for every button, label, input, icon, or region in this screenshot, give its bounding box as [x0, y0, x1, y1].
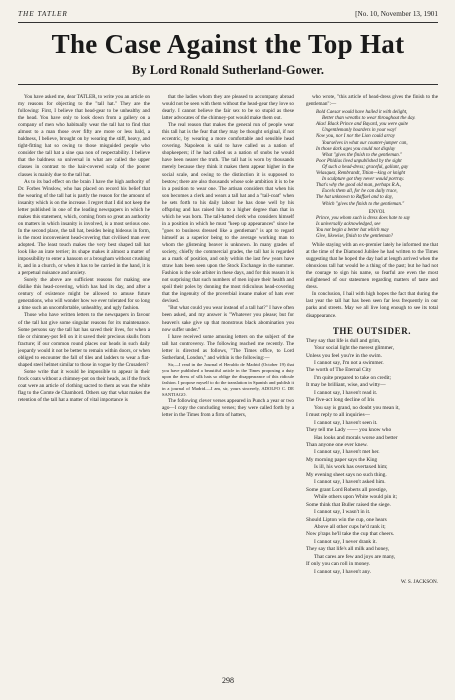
poem-line: The hat unknown to Raffael and to day, — [316, 195, 393, 201]
outsider-line: Your social light the merest glimmer, — [314, 345, 395, 352]
col2-paragraph: that the ladies whom they are pleased to accompany abroad would not be seen with them without the head-gear they love so dearly. I cannot believe the fair sex to be so stupid as these latter advocates of the chimney-pot would make them out. — [162, 94, 294, 122]
outsider-line: Is ill, his work has overtaxed him; — [314, 464, 388, 471]
outsider-line: I'm quite prepared to take on credit; — [314, 374, 392, 381]
envoi-line: Prince, you whom such is dress does hate to say — [316, 215, 411, 221]
outsider-line: I cannot say, I haven't asked him. — [314, 479, 386, 486]
magazine-name: THE TATLER — [18, 10, 68, 18]
poem-line: Better than wreaths to wear throughout the day. — [322, 116, 416, 122]
outsider-signature: W. S. JACKSON. — [400, 579, 438, 586]
outsider-line: Has looks and morals worse and better — [314, 434, 398, 441]
outsider-line: Should Lipton win the cup, one hears — [306, 516, 387, 523]
article-columns — [18, 94, 438, 662]
envoi-line: You not begin a better hat which may — [316, 227, 389, 233]
outsider-line: If only you can roll in money. — [306, 561, 371, 568]
poem-line: What "gives the finish to the gentleman." — [322, 152, 403, 158]
outsider-line: Some grant Lord Roberts all prestige, — [306, 486, 388, 493]
envoi-line: Give, likewise, finish to the gentleman? — [316, 233, 394, 239]
col1-paragraph: Surely the above are sufficient reasons for making one dislike this head-covering, which has had its day, and after a century of existence might be allowed to amuse future generations, who will wonder how we ever tolerated for so long a time such an uncomfortable, unhealthy, and ugly fashion. — [18, 277, 150, 312]
outsider-line: Some think that Buller raised the siege. — [306, 501, 391, 508]
poem-line: Which "gives the finish to the gentleman." — [322, 201, 405, 207]
title-rule — [18, 84, 438, 85]
envoi — [316, 210, 438, 240]
outsider-line: While others upon White would pin it; — [314, 494, 398, 501]
poem-line: Yourselves in what our counter-jumper can, — [322, 140, 408, 146]
issue-info: [No. 10, November 13, 1901 — [355, 10, 438, 18]
col1-paragraph: You have asked me, dear TATLER, to write you an article on my reasons for objecting to the "tall hat." They are the following: First, I believe that head-gear to be unhealthy and the head. You have only to look down from a gallery on a company of men who habitually wear the tall hat to find that almost to a man those over fifty are more or less bald, a baldness, I believe, brought on by wearing the stiff, heavy, and tight-fitting hat so owing to those misguided people who consider the tall hat a sine qua non of respectability. I believe that the baldness so universal in what are called the upper classes in contrast to the hair-covered scalp of the poorer classes is mainly due to the tall hat. — [18, 94, 150, 178]
outsider-title: THE OUTSIDER. — [332, 325, 412, 336]
outsider-line: They say that life's all milk and honey, — [306, 546, 390, 553]
outsider-line: I must reply to all inquiries— — [306, 412, 370, 419]
col3_after-paragraph: While staying with an ex-premier lately he informed me that at the time of the Diamond Jubilee he had written to the Times suggesting that he hoped the day had at length arrived when the obnoxious tall hat would be a thing of the past; but he had not the courage to sign his name, so fearful are even the most enlightened of our statesmen regarding matters of taste and dress. — [306, 242, 438, 291]
outsider-line: It may be brilliant, wise, and witty— — [306, 382, 386, 389]
col3_after-paragraph: In conclusion, I hail with high hopes the fact that during the last year the tall hat has been seen far less frequently in our parks and streets. May we all live long enough to see its total disappearance. — [306, 291, 438, 319]
column-3 — [306, 94, 438, 664]
poem-line: Bold Caesar would have hailed it with delight, — [316, 110, 408, 116]
outsider-line: I cannot say, I haven't seen it. — [314, 419, 378, 426]
outsider-line: My morning paper says the King — [306, 456, 378, 463]
poem-line: Of such a head-dress; graceful, gallant, gay — [322, 164, 409, 170]
poem-line: Velasquez, Rembrandt, Titian—king or knight — [316, 171, 406, 177]
article-byline: By Lord Ronald Sutherland-Gower. — [132, 63, 324, 77]
outsider-line: The five-act long decline of Iris — [306, 397, 375, 404]
outsider-line: I cannot say, I haven't any. — [314, 568, 372, 575]
letter-quote: Sir,—I read in the Journal el Heraldo de Madrid (October 19) that you have published a beautiful article in the Times proposing a duty upon the dress of silk hats so oblige the disappearance of this ridicule fashion. I propose myself to do the translation in Spanish and publish it in a journal of Madrid.—I am, sir, yours sincerely, ADOLFO C. DE SANTIAGO. — [162, 361, 294, 397]
outsider-line: The worth of The Eternal City — [306, 367, 372, 374]
outsider-line: Above all other cups he'd rank it; — [314, 523, 386, 530]
page — [18, 8, 438, 692]
poem-line: Excels them all, for he can daily trace, — [322, 189, 398, 195]
poem — [316, 110, 438, 208]
col2-paragraph: "But what could you wear instead of a tall hat?" I have often been asked, and my answer is "Whatever you please; but for heaven's sake give up that monstrous black abomination you now suffer under." — [162, 305, 294, 333]
outsider-line: I cannot say, I wasn't in it. — [314, 509, 371, 516]
page-header — [18, 8, 438, 22]
outsider-line: My evening sheet says no such thing. — [306, 471, 387, 478]
outsider-line: I cannot say, I haven't met her. — [314, 449, 380, 456]
outsider-line: They say that life is dull and grim, — [306, 337, 381, 344]
poem-line: Now you, nor I nor the Lion could array — [316, 134, 395, 140]
column-2 — [162, 94, 294, 664]
column-1 — [18, 94, 150, 664]
envoi-label: ENVOI. — [368, 209, 386, 215]
outsider-line: I cannot say, I never drank it. — [314, 538, 377, 545]
article-heading — [18, 23, 438, 78]
article-title: The Case Against the Top Hat — [51, 29, 405, 59]
col1-paragraph: Some write that it would be impossible to appear in their frock coats without a chimney-pot on their heads, as if the frock coat were an article of clothing sacred to them as was the white flag to the Comte de Chambord. Others say that what makes the retention of the tall hat a matter of vital importance is — [18, 368, 150, 404]
col1-paragraph: As to its bad effect on the brain I have the high authority of Dr. Forbes Winslow, who has placed on record his belief that the wearing of the tall hat is partly the reason for the amount of insanity which is on the increase. I regret that I did not keep the letter published in one of the leading newspapers in which he makes this statement, which, coming from so great an authority on matters in which insanity is involved, is a most serious one. In the second place, the tall hat, besides being hideous in form, is the most inconvenient head-covering that civilised man ever adopted. The least touch makes the very best shaped tall hat look like an irate terrier; its shape makes it almost a matter of impossibility to enter a hansom or a brougham without crushing it, and in a church, or when it has to be carried in the hand, it is a perpetual nuisance and anxiety. — [18, 178, 150, 277]
outsider-line: They tell me Lady —— you know who — [306, 427, 392, 434]
outsider-line: I cannot say, I haven't read it. — [314, 389, 378, 396]
outsider-line: That cares are few and joys are many, — [314, 553, 396, 560]
col3-intro: who wrote, "this article of head-dress gives the finish to the gentleman":— — [306, 94, 438, 108]
outsider-line: Than anyone one ever knew. — [306, 441, 368, 448]
envoi-line: Is universally acknowledged, see — [316, 221, 381, 227]
col2-paragraph: The real reason that makes the general run of people wear this tall hat is the fear that they may be thought original, if not eccentric, by wearing a more comfortable and sensible head covering. Napoleon is said to have called us a nation of shopkeepers; if he had called us a nation of snobs he would have been nearer the truth. The tall hat is worn by thousands merely because they think it makes them appear higher in the social scale, and owing to the distinction it is supposed to bestow; there are also thousands whose sole ambition it is to be in a position to wear one. The artisan considers that when his son becomes a clerk and wears a tall hat and a "tail-coat" when he sets forth to his daily labour he has done well by his offspring and has raised him to a higher degree than that in which he was born. The tall-hatted clerk who considers himself in a position in which he must "keep up appearances" since he "goes to business dressed like a gentleman" is apt to regard himself as a superior being to the average working man to whom the glistening beaver is unknown. In many grades of society, chiefly the commercial grades, the tall hat is regarded as a mark of position, and only within the last few years have straw hats been seen upon the Stock Exchange in the summer. Fashion is the sole arbiter in these days, and for this reason it is not surprising that such numbers of men injure their health and spoil their poles by donning the most ridiculous head-covering that the ingenuity of the proverbial insane maker of hats ever devised. — [162, 122, 294, 305]
col2-paragraph: I have received some amusing letters on the subject of the tall hat controversy. The following reached me recently. The letter is directed as follows, "The Times office, to Lord Sutherland, London," and within is the following:— — [162, 333, 294, 361]
poem-line: That's why the good old man, perhaps R.A., — [316, 183, 402, 189]
poem-line: In sculpture got they never would portray. — [322, 177, 405, 183]
outsider-line: Now p'raps he'll take the cup that cheers. — [306, 531, 395, 538]
col1-paragraph: Those who have written letters to the newspapers in favour of the tall hat give some singular reasons for its maintenance. Some persons say the tall hat has saved their lives, for when a tile or chimney-pot fell on it it saved their precious skulls from fracture; if our common round places our heads in such daily jeopardy would it not be better to remain within doors, or when obliged to encounter the fall of tiles and ladders to wear a flat-shaped steel helmet similar to those in vogue by the Crusaders? — [18, 312, 150, 368]
col2-closing: The following clever verses appeared in Punch a year or two ago—I copy the concluding verses; they were called forth by a letter in the Times from a firm of hatters, — [162, 397, 294, 418]
outsider-line: Unless you feel you're in the swim. — [306, 352, 382, 359]
page-number: 298 — [222, 676, 234, 685]
outsider-poem — [306, 338, 438, 577]
outsider-line: I cannot say, I'm not a swimmer. — [314, 359, 384, 366]
poem-line: Ungentlemanly hoarders in your way! — [322, 128, 397, 134]
outsider-line: You say is grand, no doubt you mean it, — [314, 404, 400, 411]
poem-line: In those dark ages you could not display — [316, 146, 396, 152]
poem-line: Alas! Black Prince and Bayard, you were quite — [316, 122, 408, 128]
poem-line: Poor Phidias lived unpublished by the sight — [316, 158, 402, 164]
